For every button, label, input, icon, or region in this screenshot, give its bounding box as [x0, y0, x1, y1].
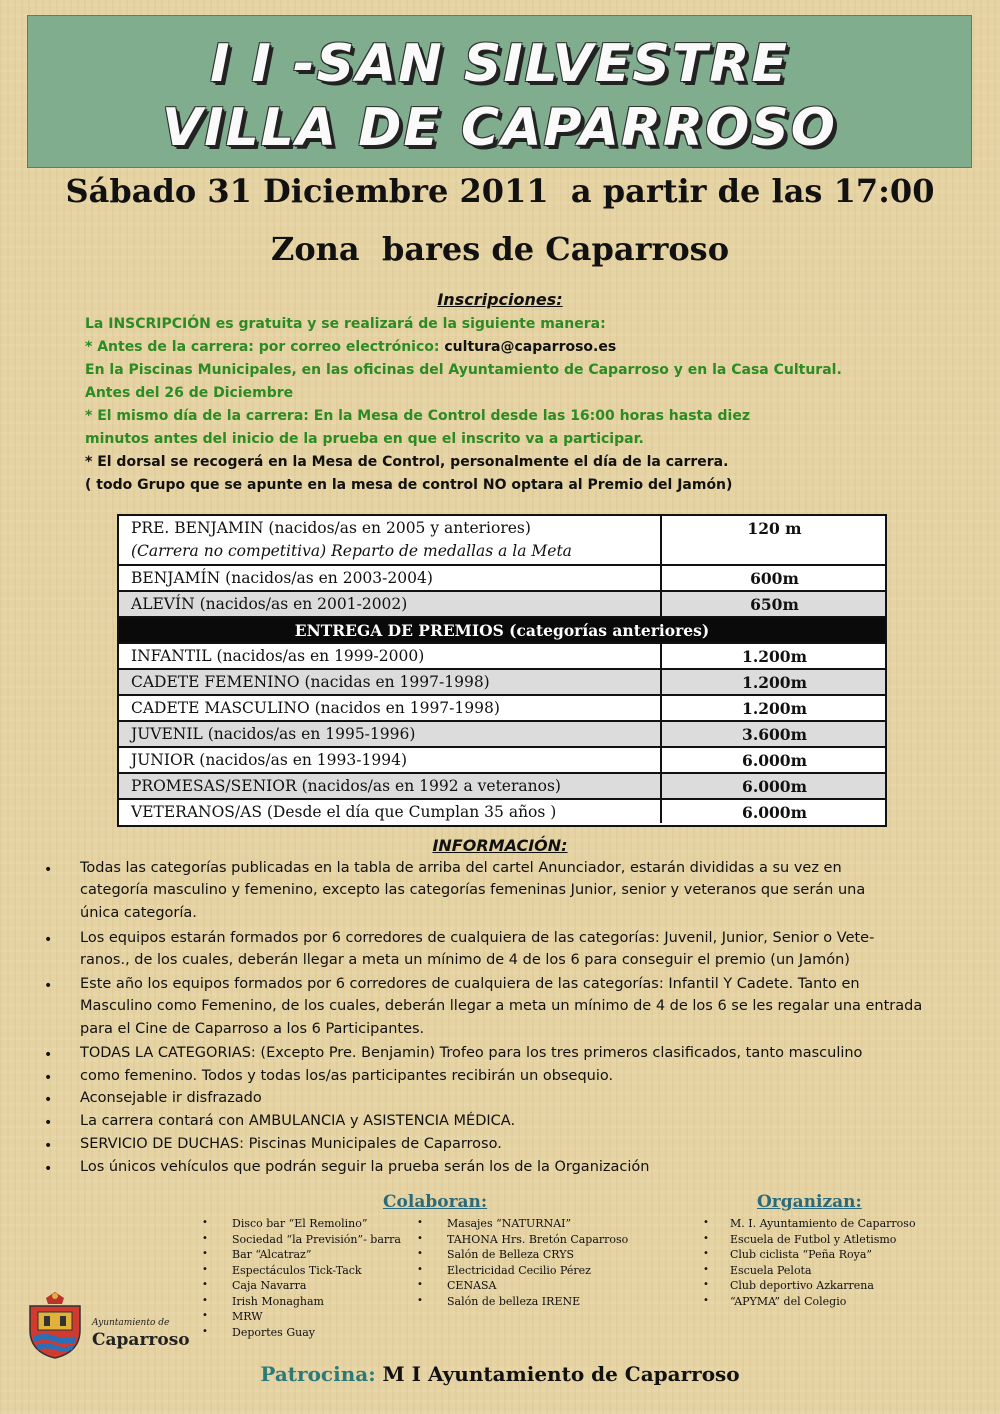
bullet-icon: •: [202, 1232, 208, 1244]
information-line: Los equipos estarán formados por 6 corredores de cualquiera de las categorías: Juvenil, Junior, Senior o Vete-: [80, 930, 875, 946]
organizer-item: Escuela Pelota: [730, 1263, 812, 1277]
registration-line-text: Antes del 26 de Diciembre: [85, 385, 294, 401]
bullet-icon: •: [417, 1248, 423, 1259]
bullet-icon: •: [44, 1138, 53, 1154]
bullet-icon: •: [44, 1092, 53, 1108]
registration-heading: Inscripciones:: [437, 290, 563, 309]
information-heading: INFORMACIÓN:: [432, 836, 568, 855]
information-line: SERVICIO DE DUCHAS: Piscinas Municipales de Caparroso.: [80, 1136, 502, 1152]
category-distance: 6.000m: [742, 803, 807, 822]
bullet-icon: •: [202, 1248, 208, 1259]
registration-line: [85, 454, 728, 470]
bullet-icon: •: [202, 1279, 208, 1290]
category-distance: 650m: [750, 595, 799, 614]
table-row: [119, 722, 885, 748]
coat-of-arms-icon: [24, 1290, 86, 1360]
registration-line: [85, 477, 732, 493]
sponsor-label: Patrocina:: [260, 1362, 376, 1386]
title-line-1: I I -SAN SILVESTRE: [210, 34, 789, 94]
registration-line: [85, 431, 644, 447]
bullet-icon: •: [202, 1263, 208, 1275]
bullet-icon: •: [417, 1217, 423, 1228]
category-name: PRE. BENJAMIN (nacidos/as en 2005 y anteriores): [131, 519, 531, 537]
bullet-icon: •: [44, 1047, 53, 1063]
categories-table: [117, 514, 887, 827]
category-name: BENJAMÍN (nacidos/as en 2003-2004): [131, 569, 433, 587]
registration-line: [85, 362, 842, 378]
category-name: CADETE MASCULINO (nacidos en 1997-1998): [131, 699, 500, 717]
table-row: [119, 592, 885, 618]
category-name: PROMESAS/SENIOR (nacidos/as en 1992 a veteranos): [131, 777, 561, 795]
bullet-icon: •: [202, 1294, 208, 1306]
awards-divider-text: ENTREGA DE PREMIOS (categorías anteriores): [294, 621, 710, 640]
category-name: ALEVÍN (nacidos/as en 2001-2002): [131, 595, 408, 613]
category-name: VETERANOS/AS (Desde el día que Cumplan 35 años ): [131, 803, 557, 821]
registration-line: [85, 316, 606, 332]
registration-line: [85, 339, 616, 355]
registration-line-text: * Antes de la carrera: por correo electrónico:: [85, 339, 445, 355]
collaborator-item: Deportes Guay: [232, 1325, 315, 1339]
town-logo: [24, 1290, 204, 1360]
bullet-icon: •: [44, 1070, 53, 1086]
collaborator-item: MRW: [232, 1310, 263, 1323]
table-row: [119, 800, 885, 823]
table-row: [119, 566, 885, 592]
information-line: para el Cine de Caparroso a los 6 Participantes.: [80, 1021, 425, 1037]
bullet-icon: •: [417, 1294, 423, 1306]
table-row: [119, 748, 885, 774]
bullet-icon: •: [44, 862, 53, 878]
information-line: única categoría.: [80, 905, 197, 921]
awards-divider: [119, 618, 885, 644]
bullet-icon: •: [703, 1248, 709, 1259]
category-distance: 120 m: [747, 519, 802, 538]
category-name: INFANTIL (nacidos/as en 1999-2000): [131, 647, 425, 665]
table-row: [119, 696, 885, 722]
registration-line-text: La INSCRIPCIÓN es gratuita y se realizará de la siguiente manera:: [85, 316, 606, 332]
collaborator-item: Electricidad Cecilio Pérez: [447, 1263, 591, 1277]
organizer-item: “APYMA” del Colegio: [730, 1294, 847, 1308]
logo-subtitle: Ayuntamiento de: [92, 1318, 170, 1328]
bullet-icon: •: [417, 1279, 423, 1290]
organizer-item: Club ciclista “Peña Roya”: [730, 1248, 873, 1261]
table-row: [119, 644, 885, 670]
information-line: Aconsejable ir disfrazado: [80, 1090, 262, 1106]
category-distance: 6.000m: [742, 777, 807, 796]
bullet-icon: •: [202, 1217, 208, 1228]
bullet-icon: •: [703, 1217, 709, 1228]
information-line: categoría masculino y femenino, excepto las categorías femeninas Junior, senior y veteranos que serán una: [80, 882, 866, 898]
information-line: Los únicos vehículos que podrán seguir la prueba serán los de la Organización: [80, 1159, 650, 1175]
collaborator-item: Espectáculos Tick-Tack: [232, 1263, 362, 1277]
bullet-icon: •: [703, 1232, 709, 1244]
category-name: JUVENIL (nacidos/as en 1995-1996): [131, 725, 416, 743]
registration-line-text: En la Piscinas Municipales, en las oficinas del Ayuntamiento de Caparroso y en la Casa Cultural.: [85, 362, 842, 378]
bullet-icon: •: [44, 932, 53, 948]
bullet-icon: •: [703, 1294, 709, 1306]
logo-name: Caparroso: [92, 1330, 190, 1350]
information-line: La carrera contará con AMBULANCIA y ASISTENCIA MÉDICA.: [80, 1113, 516, 1129]
collaborators-heading: Colaboran:: [383, 1192, 488, 1212]
organizer-item: Escuela de Futbol y Atletismo: [730, 1232, 897, 1246]
bullet-icon: •: [44, 1161, 53, 1177]
collaborator-item: Caja Navarra: [232, 1279, 307, 1292]
registration-line-text: minutos antes del inicio de la prueba en que el inscrito va a participar.: [85, 431, 644, 447]
bullet-icon: •: [703, 1279, 709, 1290]
event-date: Sábado 31 Diciembre 2011 a partir de las 17:00: [65, 172, 935, 210]
category-distance: 1.200m: [742, 673, 807, 692]
organizer-item: Club deportivo Azkarrena: [730, 1279, 874, 1292]
category-note: (Carrera no competitiva) Reparto de medallas a la Meta: [131, 542, 572, 560]
sponsor-name: M I Ayuntamiento de Caparroso: [375, 1362, 740, 1386]
collaborator-item: Bar “Alcatraz”: [232, 1248, 312, 1261]
event-location: Zona bares de Caparroso: [270, 230, 730, 268]
collaborator-item: Disco bar “El Remolino”: [232, 1217, 368, 1230]
category-distance: 6.000m: [742, 751, 807, 770]
bullet-icon: •: [417, 1263, 423, 1275]
bullet-icon: •: [202, 1325, 208, 1337]
organizer-item: M. I. Ayuntamiento de Caparroso: [730, 1217, 916, 1230]
collaborator-item: Sociedad “la Previsión”- barra: [232, 1232, 401, 1246]
table-row: [119, 774, 885, 800]
collaborator-item: CENASA: [447, 1279, 497, 1292]
collaborator-item: Masajes “NATURNAI”: [447, 1217, 572, 1230]
sponsor-footer: [0, 1362, 1000, 1386]
bullet-icon: •: [417, 1232, 423, 1244]
information-line: ranos., de los cuales, deberán llegar a meta un mínimo de 4 de los 6 para conseguir el premio (un Jamón): [80, 952, 850, 968]
information-line: Este año los equipos formados por 6 corredores de cualquiera de las categorías: Infantil Y Cadete. Tanto en: [80, 976, 860, 992]
category-distance: 600m: [750, 569, 799, 588]
organizers-heading: Organizan:: [757, 1192, 862, 1212]
registration-line-text: ( todo Grupo que se apunte en la mesa de control NO optara al Premio del Jamón): [85, 477, 733, 493]
information-line: Todas las categorías publicadas en la tabla de arriba del cartel Anunciador, estarán divididas a su vez en: [80, 860, 842, 876]
category-distance: 1.200m: [742, 699, 807, 718]
category-distance: 3.600m: [742, 725, 807, 744]
title-banner: [27, 15, 972, 168]
category-name: JUNIOR (nacidos/as en 1993-1994): [131, 751, 407, 769]
collaborator-item: TAHONA Hrs. Bretón Caparroso: [447, 1232, 629, 1246]
registration-line: [85, 385, 293, 401]
table-row: [119, 516, 885, 566]
collaborator-item: Salón de belleza IRENE: [447, 1294, 581, 1308]
registration-line-text: * El dorsal se recogerá en la Mesa de Control, personalmente el día de la carrera.: [85, 454, 729, 470]
bullet-icon: •: [44, 1115, 53, 1131]
bullet-icon: •: [202, 1310, 208, 1321]
collaborator-item: Salón de Belleza CRYS: [447, 1248, 575, 1261]
title-line-2: VILLA DE CAPARROSO: [162, 98, 837, 158]
information-line: como femenino. Todos y todas los/as participantes recibirán un obsequio.: [80, 1068, 614, 1084]
bullet-icon: •: [44, 978, 53, 994]
information-line: TODAS LA CATEGORIAS: (Excepto Pre. Benjamin) Trofeo para los tres primeros clasificados, tanto masculino: [80, 1045, 863, 1061]
category-distance: 1.200m: [742, 647, 807, 666]
table-row: [119, 670, 885, 696]
registration-line-text: * El mismo día de la carrera: En la Mesa de Control desde las 16:00 horas hasta diez: [85, 408, 750, 424]
registration-email: cultura@caparroso.es: [444, 339, 617, 355]
bullet-icon: •: [703, 1263, 709, 1275]
information-line: Masculino como Femenino, de los cuales, deberán llegar a meta un mínimo de 4 de los 6 se les regalar una entrada: [80, 998, 923, 1014]
collaborator-item: Irish Monagham: [232, 1294, 324, 1308]
registration-line: [85, 408, 750, 424]
category-name: CADETE FEMENINO (nacidas en 1997-1998): [131, 673, 490, 691]
